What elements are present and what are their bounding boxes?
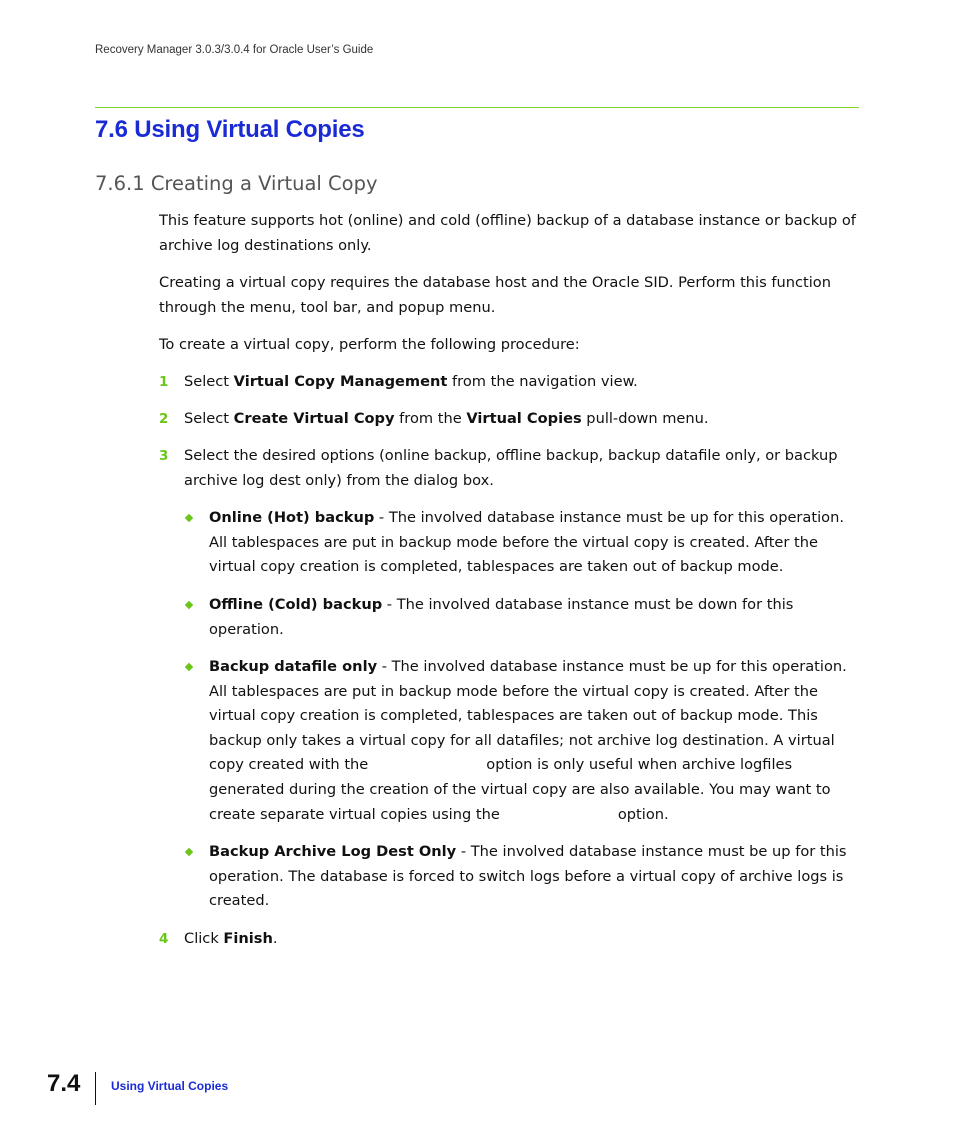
step-text: Select Create Virtual Copy from the Virtual Copies pull-down menu.: [184, 410, 709, 427]
step-number: 1: [159, 374, 169, 390]
bullet-diamond-icon: [185, 848, 193, 856]
bullet-offline-cold-backup: [184, 593, 856, 642]
bullet-diamond-icon: [185, 514, 193, 522]
bullet-text: Backup Archive Log Dest Only - The involved database instance must be up for this operation. The database is forced to switch logs before a virtual copy of archive logs is created.: [209, 843, 847, 910]
section-title: 7.6 Using Virtual Copies: [95, 116, 365, 143]
footer-rule: [95, 1072, 96, 1105]
bullet-text: Offline (Cold) backup - The involved database instance must be down for this operation.: [209, 596, 794, 638]
step-2: [159, 407, 859, 432]
bullet-diamond-icon: [185, 663, 193, 671]
bullet-diamond-icon: [185, 601, 193, 609]
page-number: 7.4: [47, 1070, 81, 1097]
step-number: 3: [159, 448, 169, 464]
bullet-text: Online (Hot) backup - The involved database instance must be up for this operation. All tablespaces are put in backup mode before the virtual copy is created. After the virtual copy creation is completed, tablespaces are taken out of backup mode.: [209, 509, 844, 576]
step-1: [159, 370, 859, 395]
step-text: Select Virtual Copy Management from the navigation view.: [184, 373, 638, 390]
paragraph-requirements: Creating a virtual copy requires the database host and the Oracle SID. Perform this function through the menu, tool bar, and popup menu.: [159, 274, 831, 316]
subsection-title: 7.6.1 Creating a Virtual Copy: [95, 172, 378, 195]
step-4: [159, 927, 859, 952]
bullet-text: Backup datafile only - The involved database instance must be up for this operation. All tablespaces are put in backup mode before the virtual copy is created. After the virtual copy creation is completed, tablespaces are taken out of backup mode. This backup only takes a virtual copy for all datafiles; not archive log destination. A virtual copy created with the option is only useful when archive logfiles generated during the creation of the virtual copy are also available. You may want to create separate virtual copies using the option.: [209, 658, 847, 823]
bullet-backup-datafile-only: [184, 655, 856, 827]
footer-chapter-title: Using Virtual Copies: [111, 1079, 229, 1093]
bullet-backup-archive-log-dest-only: [184, 840, 856, 914]
header-rule: [95, 107, 859, 108]
step-text: Select the desired options (online backup, offline backup, backup datafile only, or backup archive log dest only) from the dialog box.: [184, 447, 838, 489]
step-3: [159, 444, 859, 493]
step-number: 4: [159, 931, 169, 947]
paragraph-procedure-intro: To create a virtual copy, perform the following procedure:: [159, 336, 580, 353]
bullet-online-hot-backup: [184, 506, 856, 580]
step-number: 2: [159, 411, 169, 427]
paragraph-intro: This feature supports hot (online) and cold (offline) backup of a database instance or backup of archive log destinations only.: [159, 212, 856, 254]
step-text: Click Finish.: [184, 930, 278, 947]
running-header: Recovery Manager 3.0.3/3.0.4 for Oracle User’s Guide: [95, 44, 374, 56]
